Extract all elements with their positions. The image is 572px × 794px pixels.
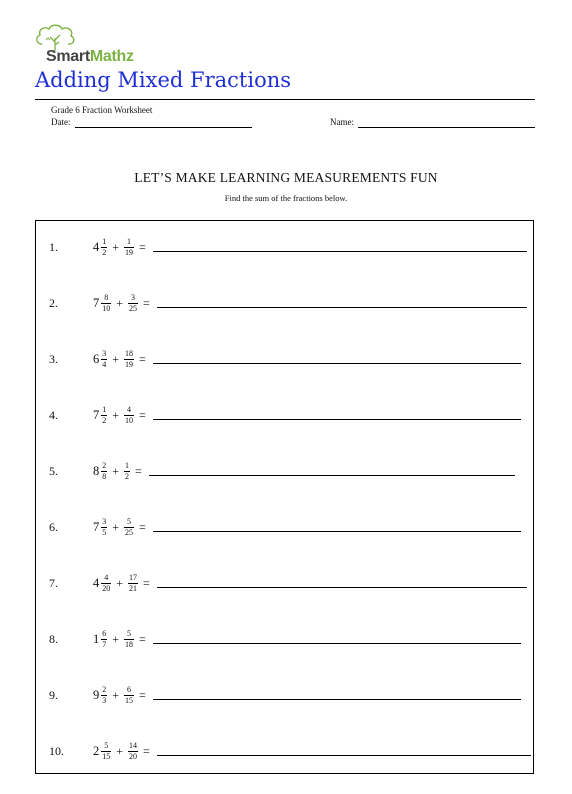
- problem-number: 2.: [49, 296, 58, 310]
- equals-sign: =: [139, 407, 146, 422]
- mixed-fraction-part: [101, 742, 111, 761]
- problem-number: 6.: [49, 520, 58, 534]
- problem-expression: [93, 624, 150, 654]
- numerator: 3: [131, 292, 136, 302]
- problem-row: [36, 736, 535, 766]
- numerator: 6: [102, 628, 107, 638]
- second-fraction: [128, 742, 138, 761]
- numerator: 1: [127, 236, 132, 246]
- title-rule: [35, 99, 535, 100]
- answer-line[interactable]: [153, 419, 521, 420]
- numerator: 2: [102, 460, 107, 470]
- numerator: 4: [127, 404, 132, 414]
- problem-expression: [93, 512, 150, 542]
- answer-line[interactable]: [149, 475, 515, 476]
- mixed-fraction-part: [101, 686, 107, 705]
- equals-sign: =: [139, 239, 146, 254]
- problem-number: 7.: [49, 576, 58, 590]
- date-field-line[interactable]: [75, 127, 252, 128]
- second-fraction: [124, 462, 130, 481]
- answer-line[interactable]: [153, 699, 521, 700]
- problem-number: 8.: [49, 632, 58, 646]
- numerator: 6: [127, 684, 132, 694]
- instructions: Find the sum of the fractions below.: [224, 193, 348, 203]
- problem-expression: [93, 456, 146, 486]
- answer-line[interactable]: [153, 531, 521, 532]
- mixed-fraction-part: [101, 294, 111, 313]
- name-label: Name:: [330, 117, 354, 127]
- equals-sign: =: [139, 351, 146, 366]
- numerator: 8: [104, 292, 109, 302]
- denominator: 19: [125, 359, 134, 369]
- numerator: 5: [127, 628, 132, 638]
- problem-row: [36, 456, 535, 486]
- denominator: 3: [102, 695, 107, 705]
- second-fraction: [124, 238, 134, 257]
- problem-expression: [93, 736, 154, 766]
- plus-sign: +: [112, 407, 120, 422]
- plus-sign: +: [112, 351, 120, 366]
- answer-line[interactable]: [153, 363, 521, 364]
- whole-number: 4: [93, 575, 100, 590]
- second-fraction: [124, 686, 134, 705]
- denominator: 15: [102, 751, 111, 761]
- numerator: 4: [104, 572, 109, 582]
- denominator: 2: [102, 247, 107, 257]
- numerator: 18: [125, 348, 134, 358]
- whole-number: 8: [93, 463, 100, 478]
- second-fraction: [128, 294, 138, 313]
- denominator: 2: [125, 471, 130, 481]
- logo-word-mathz: Mathz: [89, 48, 134, 65]
- problem-number: 5.: [49, 464, 58, 478]
- mixed-fraction-part: [101, 462, 107, 481]
- whole-number: 4: [93, 239, 100, 254]
- problem-expression: [93, 400, 150, 430]
- answer-line[interactable]: [157, 587, 527, 588]
- worksheet-title: Adding Mixed Fractions: [35, 68, 292, 92]
- plus-sign: +: [112, 519, 120, 534]
- smartmathz-logo: [34, 24, 164, 68]
- denominator: 21: [129, 583, 138, 593]
- problem-number: 3.: [49, 352, 58, 366]
- whole-number: 2: [93, 743, 100, 758]
- denominator: 8: [102, 471, 107, 481]
- problem-row: [36, 568, 535, 598]
- whole-number: 6: [93, 351, 100, 366]
- denominator: 20: [129, 751, 138, 761]
- denominator: 20: [102, 583, 111, 593]
- problem-expression: [93, 232, 150, 262]
- denominator: 18: [125, 639, 134, 649]
- answer-line[interactable]: [153, 251, 527, 252]
- whole-number: 9: [93, 687, 100, 702]
- mixed-fraction-part: [101, 406, 107, 425]
- plus-sign: +: [116, 575, 124, 590]
- problem-expression: [93, 344, 150, 374]
- logo-wordmark: [46, 48, 134, 66]
- whole-number: 1: [93, 631, 100, 646]
- equals-sign: =: [143, 575, 150, 590]
- numerator: 5: [104, 740, 109, 750]
- problems-box: [35, 220, 534, 774]
- denominator: 25: [125, 527, 134, 537]
- plus-sign: +: [116, 743, 124, 758]
- answer-line[interactable]: [153, 643, 521, 644]
- plus-sign: +: [112, 631, 120, 646]
- problem-row: [36, 512, 535, 542]
- problem-row: [36, 624, 535, 654]
- problem-row: [36, 680, 535, 710]
- numerator: 1: [102, 404, 107, 414]
- second-fraction: [124, 630, 134, 649]
- denominator: 10: [125, 415, 134, 425]
- problem-number: 1.: [49, 240, 58, 254]
- problem-expression: [93, 680, 150, 710]
- equals-sign: =: [139, 631, 146, 646]
- numerator: 1: [102, 236, 107, 246]
- problem-number: 10.: [49, 744, 64, 758]
- mixed-fraction-part: [101, 238, 107, 257]
- numerator: 17: [129, 572, 138, 582]
- problem-number: 4.: [49, 408, 58, 422]
- worksheet-heading: LET’S MAKE LEARNING MEASUREMENTS FUN: [134, 170, 438, 185]
- mixed-fraction-part: [101, 518, 107, 537]
- problem-row: [36, 344, 535, 374]
- equals-sign: =: [143, 295, 150, 310]
- equals-sign: =: [143, 743, 150, 758]
- denominator: 4: [102, 359, 107, 369]
- plus-sign: +: [112, 239, 120, 254]
- equals-sign: =: [139, 687, 146, 702]
- equals-sign: =: [135, 463, 142, 478]
- answer-line[interactable]: [157, 755, 531, 756]
- second-fraction: [124, 350, 134, 369]
- answer-line[interactable]: [157, 307, 527, 308]
- numerator: 5: [127, 516, 132, 526]
- problem-row: [36, 288, 535, 318]
- numerator: 2: [102, 684, 107, 694]
- mixed-fraction-part: [101, 574, 111, 593]
- numerator: 1: [125, 460, 130, 470]
- denominator: 25: [129, 303, 138, 313]
- denominator: 5: [102, 527, 107, 537]
- denominator: 2: [102, 415, 107, 425]
- whole-number: 7: [93, 407, 100, 422]
- denominator: 19: [125, 247, 134, 257]
- whole-number: 7: [93, 295, 100, 310]
- denominator: 10: [102, 303, 111, 313]
- numerator: 3: [102, 516, 107, 526]
- second-fraction: [128, 574, 138, 593]
- grade-label: Grade 6 Fraction Worksheet: [51, 105, 153, 115]
- denominator: 7: [102, 639, 107, 649]
- problem-number: 9.: [49, 688, 58, 702]
- date-label: Date:: [51, 117, 71, 127]
- numerator: 14: [129, 740, 138, 750]
- plus-sign: +: [112, 463, 120, 478]
- second-fraction: [124, 406, 134, 425]
- plus-sign: +: [112, 687, 120, 702]
- problem-expression: [93, 568, 154, 598]
- plus-sign: +: [116, 295, 124, 310]
- mixed-fraction-part: [101, 350, 107, 369]
- mixed-fraction-part: [101, 630, 107, 649]
- whole-number: 7: [93, 519, 100, 534]
- problem-expression: [93, 288, 154, 318]
- problem-row: [36, 400, 535, 430]
- denominator: 15: [125, 695, 134, 705]
- problem-row: [36, 232, 535, 262]
- numerator: 3: [102, 348, 107, 358]
- logo-word-smart: Smart: [46, 48, 90, 65]
- equals-sign: =: [139, 519, 146, 534]
- second-fraction: [124, 518, 134, 537]
- name-field-line[interactable]: [358, 127, 535, 128]
